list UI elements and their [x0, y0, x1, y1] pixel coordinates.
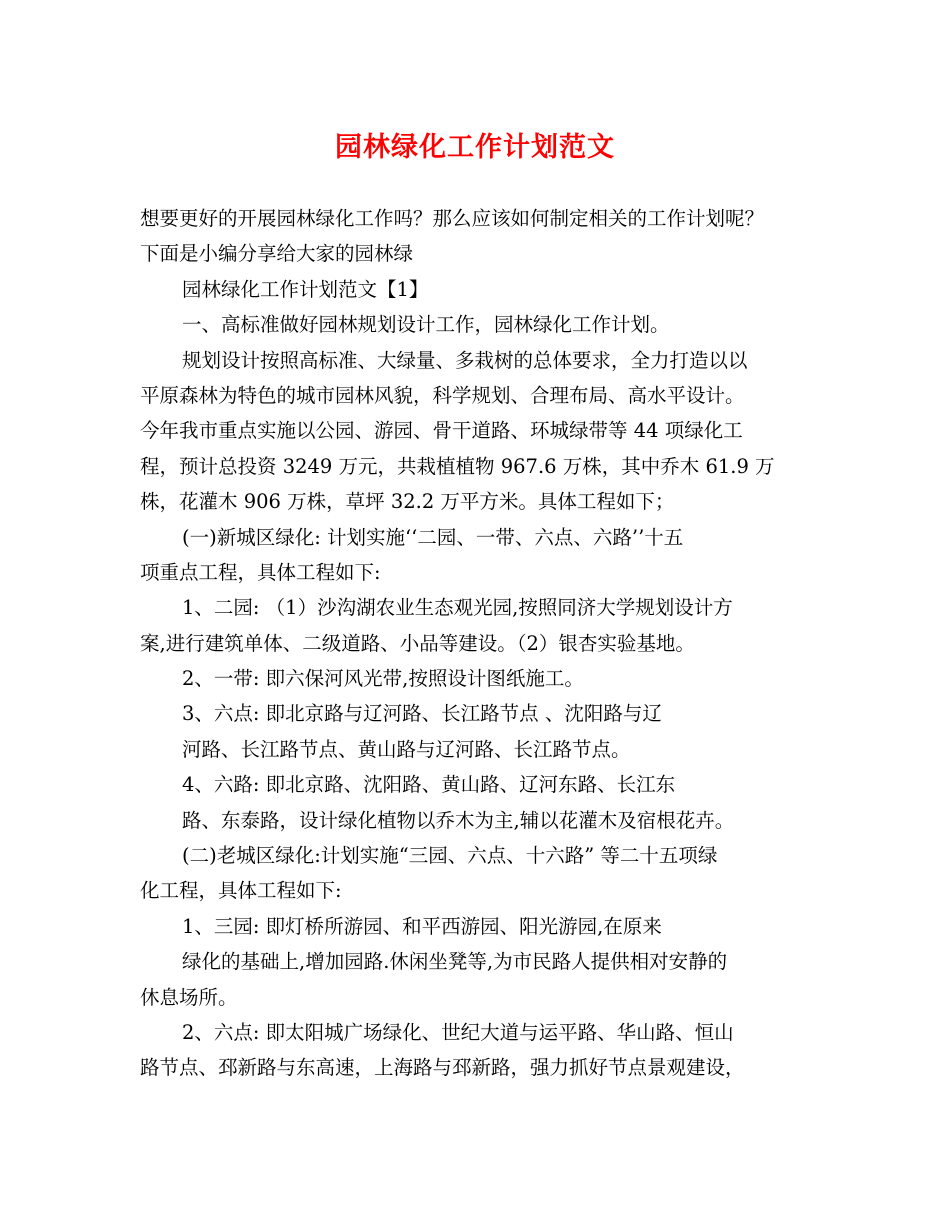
paragraph-line: 程，预计总投资 3249 万元，共栽植植物 967.6 万株，其中乔木 61.9 万 [140, 454, 775, 478]
paragraph-line: (一)新城区绿化: 计划实施‘‘二园、一带、六点、六路’’十五 [182, 525, 684, 549]
paragraph-line: 株，花灌木 906 万株，草坪 32.2 万平方米。具体工程如下； [140, 490, 675, 514]
paragraph-line: 平原森林为特色的城市园林风貌，科学规划、合理布局、高水平设计。 [140, 383, 745, 407]
paragraph-line: 项重点工程，具体工程如下: [140, 560, 381, 584]
paragraph-line: 路节点、邳新路与东高速，上海路与邳新路，强力抓好节点景观建设， [140, 1056, 745, 1080]
page-title: 园林绿化工作计划范文 [335, 132, 615, 163]
section-heading: 园林绿化工作计划范文【1】 [182, 277, 429, 301]
paragraph-line: 规划设计按照高标准、大绿量、多栽树的总体要求，全力打造以以 [182, 348, 748, 372]
paragraph-line: 路、东泰路，设计绿化植物以乔木为主,辅以花灌木及宿根花卉。 [182, 808, 735, 832]
paragraph-line: 3、六点: 即北京路与辽河路、长江路节点 、沈阳路与辽 [182, 702, 662, 726]
paragraph-line: 4、六路: 即北京路、沈阳路、黄山路、辽河东路、长江东 [182, 773, 676, 797]
paragraph-line: 一、高标准做好园林规划设计工作，园林绿化工作计划。 [182, 313, 670, 337]
document-body [140, 201, 830, 1086]
paragraph-line: (二)老城区绿化:计划实施“三园、六点、十六路” 等二十五项绿 [182, 844, 718, 868]
paragraph-line: 1、三园: 即灯桥所游园、和平西游园、阳光游园,在原来 [182, 914, 662, 938]
paragraph-line: 绿化的基础上,增加园路.休闲坐凳等,为市民路人提供相对安静的 [182, 950, 728, 974]
paragraph-line: 河路、长江路节点、黄山路与辽河路、长江路节点。 [182, 737, 631, 761]
paragraph-line: 想要更好的开展园林绿化工作吗？那么应该如何制定相关的工作计划呢？ [140, 207, 765, 230]
paragraph-line: 下面是小编分享给大家的园林绿 [140, 242, 414, 266]
paragraph-line: 2、六点: 即太阳城广场绿化、世纪大道与运平路、华山路、恒山 [182, 1020, 734, 1044]
paragraph-line: 化工程，具体工程如下: [140, 879, 342, 903]
paragraph-line: 今年我市重点实施以公园、游园、骨干道路、环城绿带等 44 项绿化工 [140, 419, 743, 443]
paragraph-line: 2、一带: 即六保河风光带,按照设计图纸施工。 [182, 667, 584, 691]
paragraph-line: 休息场所。 [140, 985, 238, 1009]
paragraph-line: 1、二园: （1）沙沟湖农业生态观光园,按照同济大学规划设计方 [182, 596, 733, 620]
paragraph-line: 案,进行建筑单体、二级道路、小品等建设。（2）银杏实验基地。 [140, 631, 695, 655]
